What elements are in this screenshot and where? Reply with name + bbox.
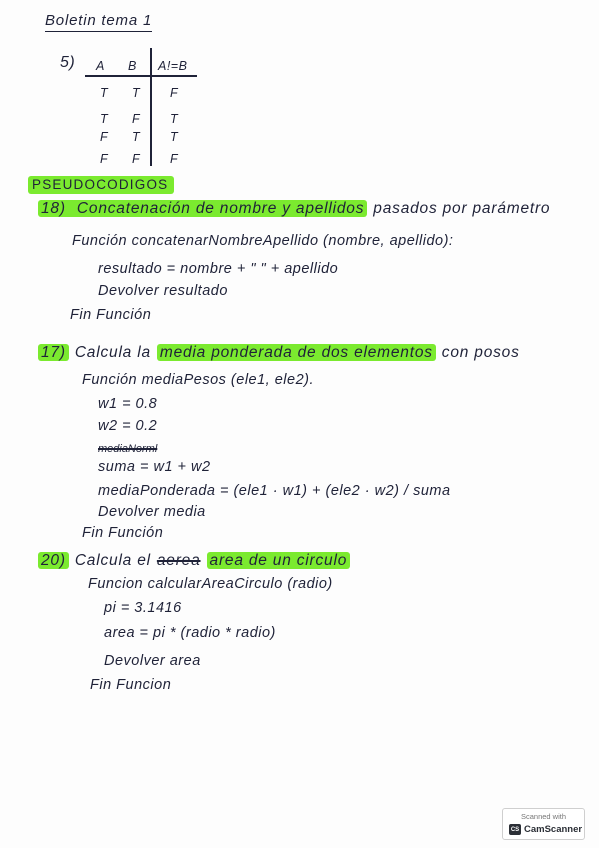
heading-text: Calcula el [74,552,151,569]
heading-text: Calcula la [74,344,151,361]
code-line: mediaPonderada = (ele1 · w1) + (ele2 · w2) / suma [98,483,451,499]
exercise-number-text: 18) [41,200,66,217]
exercise-number: 5) [60,54,76,71]
heading-highlighted-text: Concatenación de nombre y apellidos [76,200,365,217]
code-line: w1 = 0.8 [98,396,158,412]
table-cell: F [170,86,179,100]
camscanner-logo-icon: CS [509,824,521,835]
exercise-heading [38,552,350,570]
heading-text: con posos [441,344,520,361]
table-cell: F [100,152,109,166]
exercise-number [38,200,367,217]
table-cell: T [170,130,179,144]
code-line: Funcion calcularAreaCirculo (radio) [88,576,333,592]
crossed-out-word: aerea [156,552,201,569]
table-header-a: A [96,59,105,73]
table-cell: T [100,112,109,126]
table-cell: F [100,130,109,144]
table-header-result: A!=B [158,59,188,73]
exercise-heading [38,344,520,362]
heading-highlighted-text: area de un circulo [207,552,351,569]
code-line: Fin Funcion [90,677,172,693]
badge-brand-name: CamScanner [524,824,583,835]
code-line: resultado = nombre + " " + apellido [98,261,339,277]
exercise-heading [38,200,550,218]
table-cell: F [132,152,141,166]
code-line: Fin Función [70,307,152,323]
code-line: suma = w1 + w2 [98,459,211,475]
code-line: Devolver resultado [98,283,228,299]
code-line: pi = 3.1416 [104,600,182,616]
heading-text: pasados por parámetro [373,200,551,217]
code-line: area = pi * (radio * radio) [104,625,276,641]
code-line: Fin Función [82,525,164,541]
code-line: Devolver media [98,504,206,520]
code-line: Función concatenarNombreApellido (nombre, apellido): [72,233,454,249]
badge-brand [509,824,582,835]
table-cell: F [170,152,179,166]
table-header-divider [85,75,197,77]
crossed-out-line: mediaNorml [98,443,158,455]
table-cell: T [132,86,141,100]
scanner-badge [502,808,585,840]
table-column-divider [150,48,152,166]
table-cell: T [132,130,141,144]
table-cell: F [132,112,141,126]
document-title: Boletin tema 1 [45,12,152,32]
section-title: PSEUDOCODIGOS [28,176,174,194]
code-line: Devolver area [104,653,201,669]
code-line: Función mediaPesos (ele1, ele2). [82,372,315,388]
badge-caption: Scanned with [520,812,567,821]
table-header-b: B [128,59,137,73]
exercise-number: 17) [38,344,69,361]
table-cell: T [170,112,179,126]
code-line: w2 = 0.2 [98,418,158,434]
heading-highlighted-text: media ponderada de dos elementos [157,344,436,361]
table-cell: T [100,86,109,100]
exercise-number: 20) [38,552,69,569]
